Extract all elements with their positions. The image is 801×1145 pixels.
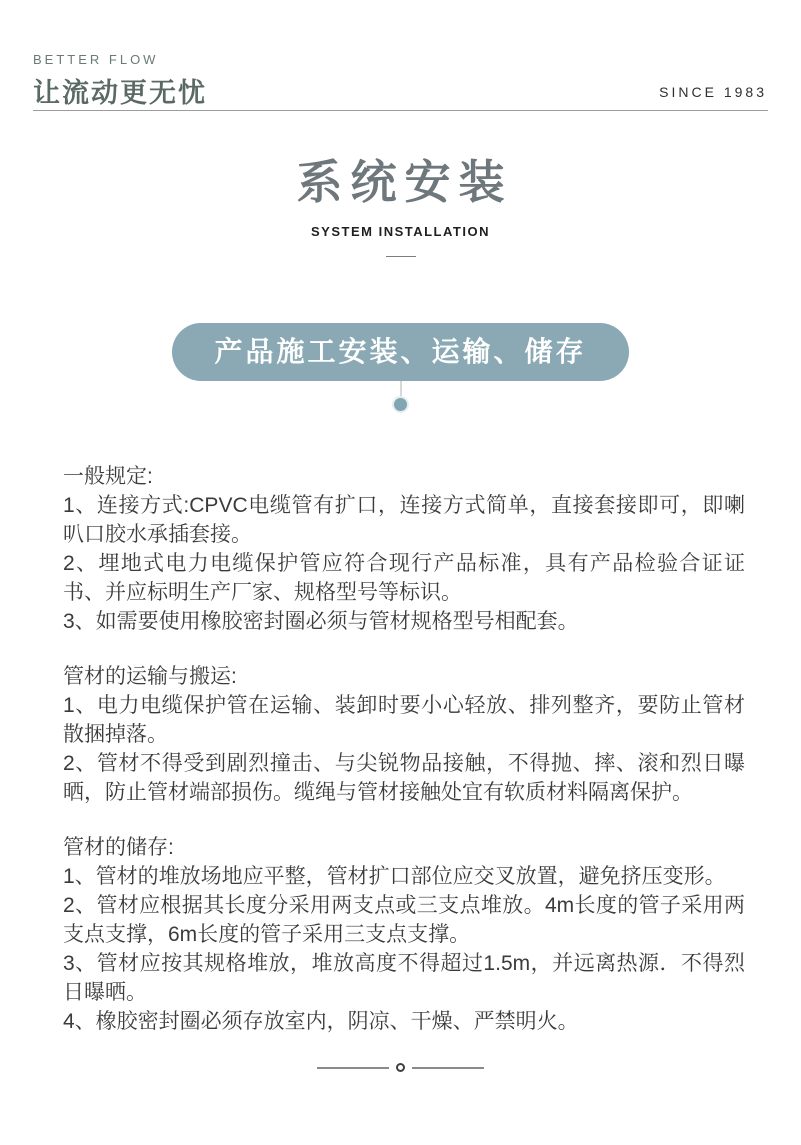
brand-slogan-en: BETTER FLOW [33,52,159,67]
page-title: 系统安装 [296,156,513,208]
section-item: 4、橡胶密封圈必须存放室内，阴凉、干燥、严禁明火。 [63,1010,579,1033]
section-item: 1、管材的堆放场地应平整，管材扩口部位应交叉放置，避免挤压变形。 [63,865,726,888]
header-divider [33,110,768,111]
footer-line-left [317,1067,389,1069]
text-section [63,462,745,636]
text-section [63,662,745,807]
body-content [63,462,745,1036]
text-section [63,833,745,1036]
section-heading: 管材的储存: [63,836,174,859]
brand-logo [33,52,207,110]
section-banner [0,323,801,411]
section-item: 2、管材应根据其长度分采用两支点或三支点堆放。4m长度的管子采用两支点支撑，6m长度的管子采用三支点支撑。 [63,894,745,946]
page-footer [0,1063,801,1072]
title-block [0,146,801,257]
title-dash-divider [386,256,416,257]
section-item: 3、管材应按其规格堆放，堆放高度不得超过1.5m，并远离热源．不得烈日曝晒。 [63,952,745,1004]
footer-circle-ornament [396,1063,405,1072]
banner-connector-dot [394,398,407,411]
section-item: 3、如需要使用橡胶密封圈必须与管材规格型号相配套。 [63,610,579,633]
section-item: 1、连接方式:CPVC电缆管有扩口，连接方式简单，直接套接即可，即喇叭口胶水承插套接。 [63,494,745,546]
section-item: 2、管材不得受到剧烈撞击、与尖锐物品接触，不得抛、摔、滚和烈日曝晒，防止管材端部损伤。缆绳与管材接触处宜有软质材料隔离保护。 [63,752,745,804]
banner-connector-line [400,381,402,398]
section-item: 2、埋地式电力电缆保护管应符合现行产品标准，具有产品检验合证证书、并应标明生产厂家、规格型号等标识。 [63,552,745,604]
banner-pill: 产品施工安装、运输、储存 [172,323,628,381]
section-heading: 一般规定: [63,465,153,488]
footer-line-right [412,1067,484,1069]
since-label: SINCE 1983 [659,84,767,100]
page-subtitle: SYSTEM INSTALLATION [311,224,490,239]
section-item: 1、电力电缆保护管在运输、装卸时要小心轻放、排列整齐，要防止管材散捆掉落。 [63,694,745,746]
brand-slogan-cn: 让流动更无忧 [33,78,207,108]
section-heading: 管材的运输与搬运: [63,665,237,688]
